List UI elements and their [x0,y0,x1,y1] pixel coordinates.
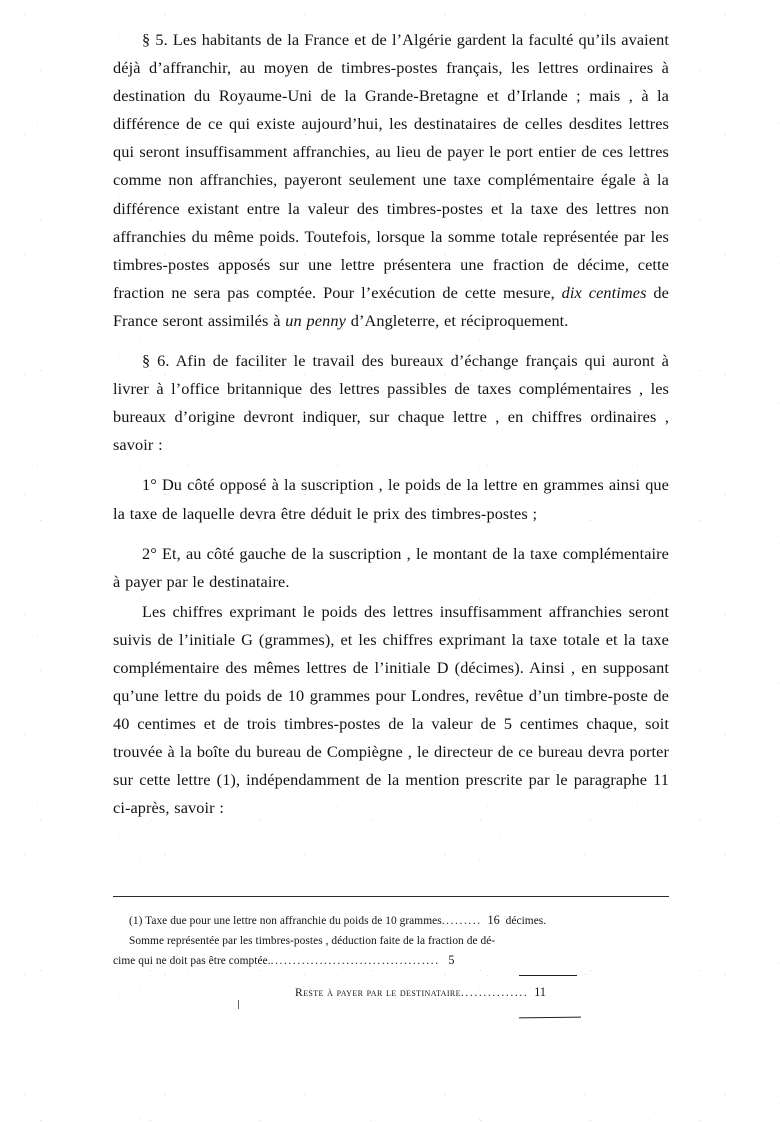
footnote-entry-1 [113,911,669,932]
footnote-entry-1-label: (1) Taxe due pour une lettre non affranchie du poids de 10 grammes [129,915,442,927]
paragraph-section-5: § 5. Les habitants de la France et de l’Algérie gardent la faculté qu’ils avaient déjà d’affranchir, au moyen de timbres-postes français, les lettres ordinaires à destination du Royaume-Uni de la Grande-Bretagne et d’Irlande ; mais , à la différence de ce qui existe aujourd’hui, les destinataires de celles desdites lettres qui seront insuffisamment affranchies, au lieu de payer le port entier de ces lettres comme non affranchies, payeront seulement une taxe complémentaire égale à la différence existant entre la valeur des timbres-postes et la taxe des lettres non affranchies du même poids. Toutefois, lorsque la somme totale représentée par les timbres-postes apposés sur une lettre présentera une fraction de décime, cette fraction ne sera pas comptée. Pour l’exécution de cette mesure, dix centimes de France seront assimilés à un penny d’Angleterre, et réciproquement. [113,30,669,330]
scan-stray-mark [238,1000,239,1009]
footnote-entry-1-unit: décimes. [505,915,547,927]
paragraph-clause-1: 1° Du côté opposé à la suscription , le poids de la lettre en grammes ainsi que la taxe de laquelle devra être déduit le prix des timbres-postes ; [113,475,669,523]
footnote-total-leader: ............... [460,985,529,999]
footnote-divider-rule [113,896,669,897]
footnote-entry-2-line-2 [113,951,669,972]
footnote-total-line [113,983,669,1002]
italic-phrase: un penny [285,310,346,330]
footnote-entry-1-amount: 16 [487,913,500,927]
footnote-entry-2-amount: 5 [448,953,455,968]
paragraph-clause-2: 2° Et, au côté gauche de la suscription , le montant de la taxe complémentaire à payer par le destinataire. [113,543,669,591]
footnote-total-amount: 11 [534,984,546,999]
paragraph-explanation: Les chiffres exprimant le poids des lettres insuffisamment affranchies seront suivis de l’initiale G (grammes), et les chiffres exprimant la taxe totale et la taxe complémentaire des mêmes lettres de l’initiale D (décimes). Ainsi , en supposant qu’une lettre du poids de 10 grammes pour Londres, revêtue d’un timbre-poste de 40 centimes et de trois timbres-postes de la valeur de 5 centimes chaque, soit trouvée à la boîte du bureau de Compiègne , le directeur de ce bureau devra porter sur cette lettre (1), indépendamment de la mention prescrite par le paragraphe 11 ci-après, savoir : [113,601,669,818]
total-rule-above [519,975,577,976]
footnote-entry-2-leader: ...................................... [270,955,440,968]
footnote-total-label: Reste à payer par le destinataire [295,985,461,999]
footnote-entry-2-label-line-1: Somme représentée par les timbres-postes , déduction faite de la fraction de dé- [129,934,496,947]
total-rule-below [519,1017,581,1019]
footnote-block [113,896,669,1002]
body-text-block [113,26,669,823]
paragraph-section-6: § 6. Afin de faciliter le travail des bureaux d’échange français qui auront à livrer à l’office britannique des lettres passibles de taxes complémentaires , les bureaux d’origine devront indiquer, sur chaque lettre , en chiffres ordinaires , savoir : [113,351,669,455]
footnote-entry-2-line-1 [113,932,669,952]
footnote-entry-2-label-line-2: cime qui ne doit pas être comptée. [113,955,271,968]
footnote-entry-1-leader: ......... [441,915,482,927]
italic-phrase: dix centimes [561,282,647,302]
